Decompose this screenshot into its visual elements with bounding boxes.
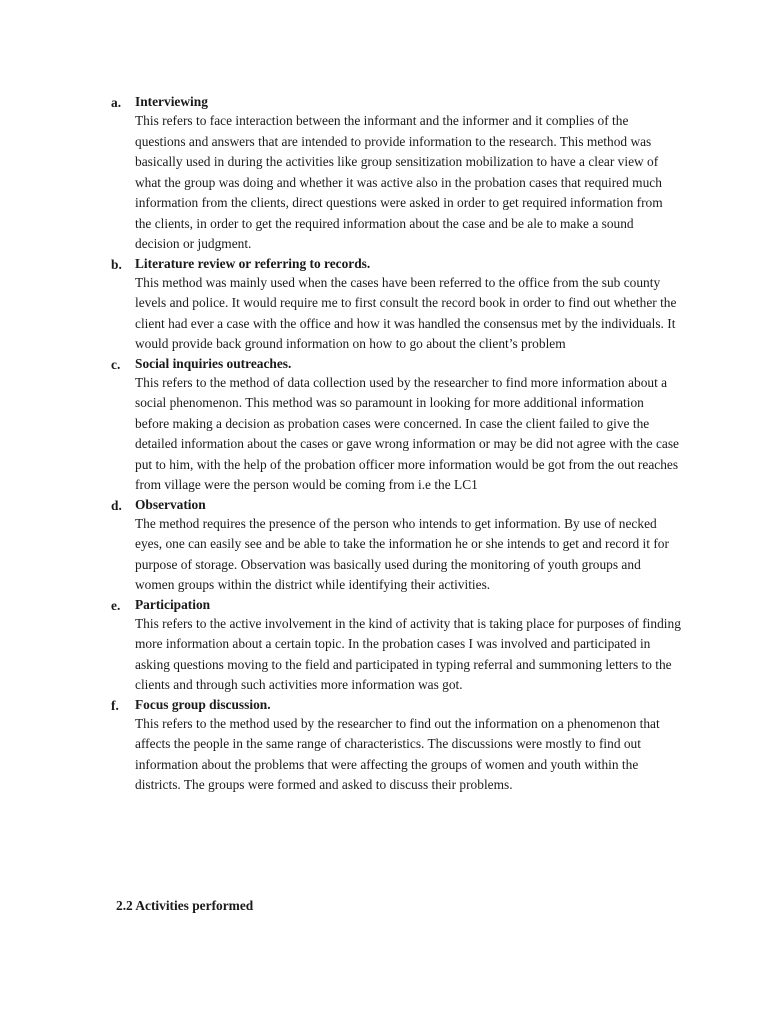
method-heading: Social inquiries outreaches. bbox=[135, 355, 292, 371]
method-heading: Interviewing bbox=[135, 94, 208, 109]
method-observation bbox=[111, 496, 681, 596]
method-description: This refers to the method of data collection used by the researcher to find more information about a social phenomenon. This method was so paramount in looking for more additional information before making a decision as probation cases were concerned. In case the client failed to give the detailed information about the cases or gave wrong information or may be did not agree with the case put to him, with the help of the probation officer more information would be got from the out reaches from village were the person would be coming from i.e the LC1 bbox=[135, 374, 680, 492]
method-heading: Observation bbox=[135, 496, 206, 512]
method-description: This refers to face interaction between the informant and the informer and it complies of the questions and answers that are intended to provide information to the research. This method was basically used in during the activities like group sensitization mobilization to have a clear view of what the group was doing and whether it was active also in the probation cases that required much information from the clients, direct questions were asked in order to get required information from the clients, in order to get the required information about the case and be ale to make a sound decision or judgment. bbox=[135, 113, 663, 251]
method-focus-group bbox=[111, 696, 681, 796]
list-marker: e. bbox=[111, 597, 121, 613]
method-heading: Literature review or referring to records. bbox=[135, 255, 371, 271]
method-description: This refers to the active involvement in the kind of activity that is taking place for purposes of finding more information about a certain topic. In the probation cases I was involved and participated in asking questions moving to the field and participated in typing referral and summoning letters to the clients and through such activities more information was got. bbox=[135, 615, 681, 692]
method-description: This method was mainly used when the cases have been referred to the office from the sub county levels and police. It would require me to first consult the record book in order to find out whether the client had ever a case with the office and how it was handled the consensus met by the individuals. It would provide back ground information on how to go about the client’s problem bbox=[135, 274, 677, 351]
method-heading: Participation bbox=[135, 596, 211, 612]
list-marker: b. bbox=[111, 256, 122, 272]
method-heading: Focus group discussion. bbox=[135, 696, 271, 712]
list-marker: d. bbox=[111, 497, 122, 513]
method-participation bbox=[111, 596, 681, 696]
method-literature-review bbox=[111, 255, 681, 355]
list-marker: a. bbox=[111, 95, 122, 110]
list-marker: c. bbox=[111, 356, 121, 372]
method-description: The method requires the presence of the person who intends to get information. By use of necked eyes, one can easily see and be able to take the information he or she intends to get and record it for purpose of storage. Observation was basically used during the monitoring of youth groups and women groups within the district while identifying their activities. bbox=[135, 515, 669, 592]
section-heading: 2.2 Activities performed bbox=[116, 898, 254, 913]
list-marker: f. bbox=[111, 697, 119, 713]
method-social-inquiries bbox=[111, 355, 681, 496]
data-collection-methods-list bbox=[111, 93, 681, 796]
method-description: This refers to the method used by the researcher to find out the information on a phenomenon that affects the people in the same range of characteristics. The discussions were mostly to find out information about the problems that were affecting the groups of women and youth within the districts. The groups were formed and asked to discuss their problems. bbox=[135, 715, 660, 792]
method-interviewing bbox=[111, 93, 681, 255]
